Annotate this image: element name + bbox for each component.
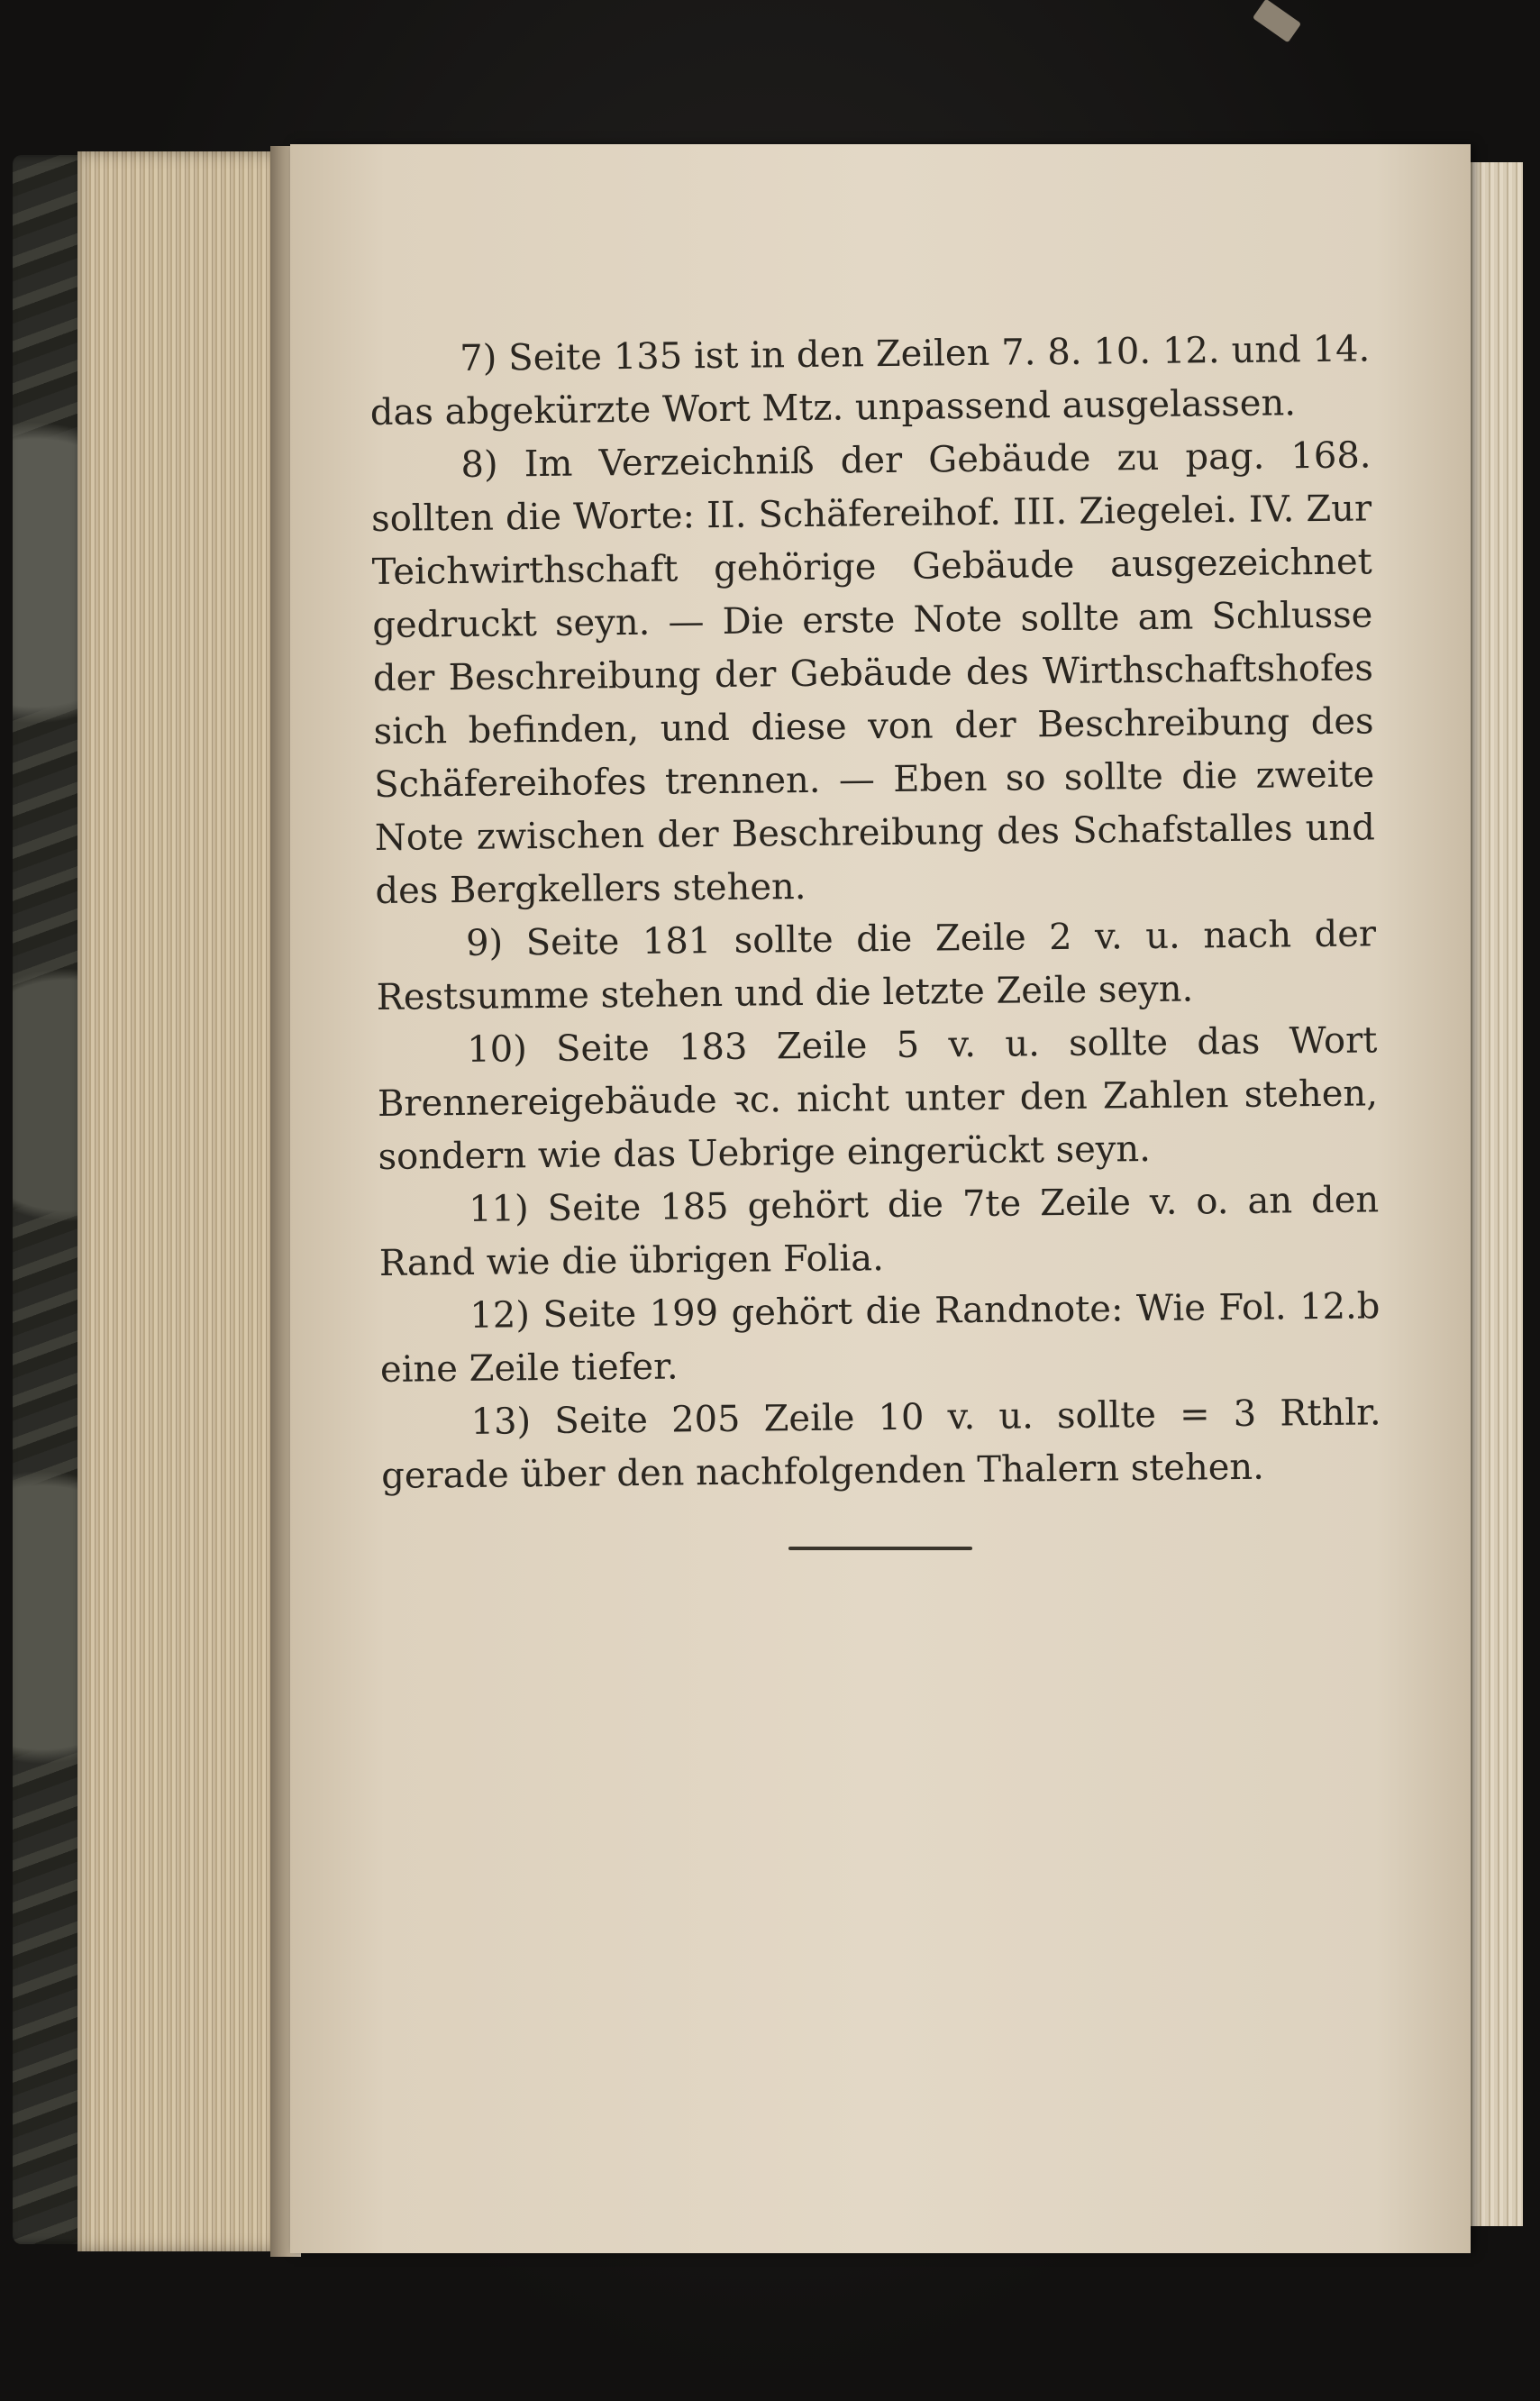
errata-item-12: 12) Seite 199 gehört die Randnote: Wie Fol. 12.b eine Zeile tiefer. (379, 1285, 1381, 1391)
page-edges-right (1467, 162, 1523, 2226)
page-edges-left (77, 151, 290, 2251)
end-rule-divider (788, 1547, 972, 1550)
errata-item-9: 9) Seite 181 sollte die Zeile 2 v. u. nach der Restsumme stehen und die letzte Zeile seyn. (376, 913, 1377, 1018)
errata-item-7: 7) Seite 135 ist in den Zeilen 7. 8. 10. 12. und 14. das abgekürzte Wort Mtz. unpassend ausgelassen. (369, 328, 1371, 434)
errata-text (369, 323, 1382, 1503)
errata-item-13: 13) Seite 205 Zeile 10 v. u. sollte = 3 Rthlr. gerade über den nachfolgenden Thalern stehen. (381, 1392, 1381, 1497)
errata-item-8: 8) Im Verzeichniß der Gebäude zu pag. 168. sollten die Worte: II. Schäfereihof. III. Ziegelei. IV. Zur Teichwirthschaft gehörige Gebäude ausgezeichnet gedruckt seyn. — Die erste Note sollte am Schlusse der Beschreibung der Gebäude des Wirthschaftshofes sich befinden, und diese von der Beschreibung des Schäfereihofes trennen. — Eben so sollte die zweite Note zwischen der Beschreibung des Schafstalles und des Bergkellers stehen. (370, 434, 1376, 912)
errata-item-11: 11) Seite 185 gehört die 7te Zeile v. o. an den Rand wie die übrigen Folia. (378, 1179, 1380, 1284)
book-cover-marbled (13, 155, 87, 2244)
errata-item-10: 10) Seite 183 Zeile 5 v. u. sollte das Wort Brennereigebäude ꝛc. nicht unter den Zahlen stehen, sondern wie das Uebrige eingerückt seyn. (377, 1019, 1379, 1178)
